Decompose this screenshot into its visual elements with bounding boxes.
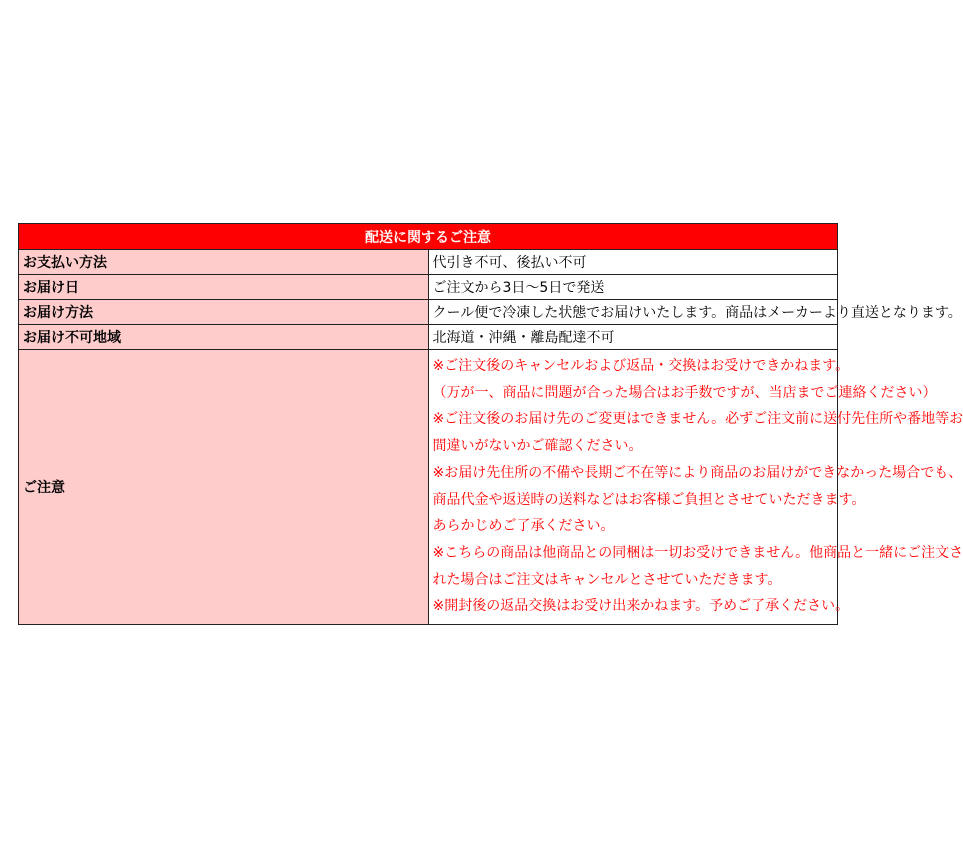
- note-line: ※ご注文後のお届け先のご変更はできません。必ずご注文前に送付先住所や番地等お: [432, 411, 963, 428]
- note-line: ※開封後の返品交換はお受け出来かねます。予めご了承ください。: [432, 598, 850, 615]
- shipping-notice-table: [18, 223, 963, 625]
- notes-label: ご注意: [19, 350, 429, 625]
- note-line: あらかじめご了承ください。: [432, 518, 615, 535]
- payment-method-value: 代引き不可、後払い不可: [428, 250, 838, 275]
- table-title: 配送に関するご注意: [19, 224, 838, 250]
- table-row: [19, 300, 838, 325]
- payment-method-label: お支払い方法: [19, 250, 429, 275]
- notes-row: [19, 350, 838, 625]
- notes-content: [428, 350, 963, 625]
- note-line: れた場合はご注文はキャンセルとさせていただきます。: [432, 571, 782, 588]
- table-row: [19, 325, 838, 350]
- note-line: （万が一、商品に問題が合った場合はお手数ですが、当店までご連絡ください）: [432, 384, 937, 401]
- note-line: 商品代金や返送時の送料などはお客様ご負担とさせていただきます。: [432, 491, 866, 508]
- table-row: [19, 250, 838, 275]
- table-header-row: [19, 224, 838, 250]
- undeliverable-area-value: 北海道・沖縄・離島配達不可: [428, 325, 838, 350]
- table-row: [19, 275, 838, 300]
- delivery-date-value: ご注文から3日～5日で発送: [428, 275, 838, 300]
- delivery-date-label: お届け日: [19, 275, 429, 300]
- note-line: ※ご注文後のキャンセルおよび返品・交換はお受けできかねます。: [432, 358, 850, 374]
- note-line: ※お届け先住所の不備や長期ご不在等により商品のお届けができなかった場合でも、: [432, 464, 963, 481]
- note-line: 間違いがないかご確認ください。: [432, 438, 643, 455]
- delivery-method-label: お届け方法: [19, 300, 429, 325]
- undeliverable-area-label: お届け不可地域: [19, 325, 429, 350]
- note-line: ※こちらの商品は他商品との同梱は一切お受けできません。他商品と一緒にご注文さ: [432, 544, 963, 561]
- delivery-method-value: クール便で冷凍した状態でお届けいたします。商品はメーカーより直送となります。: [428, 300, 838, 325]
